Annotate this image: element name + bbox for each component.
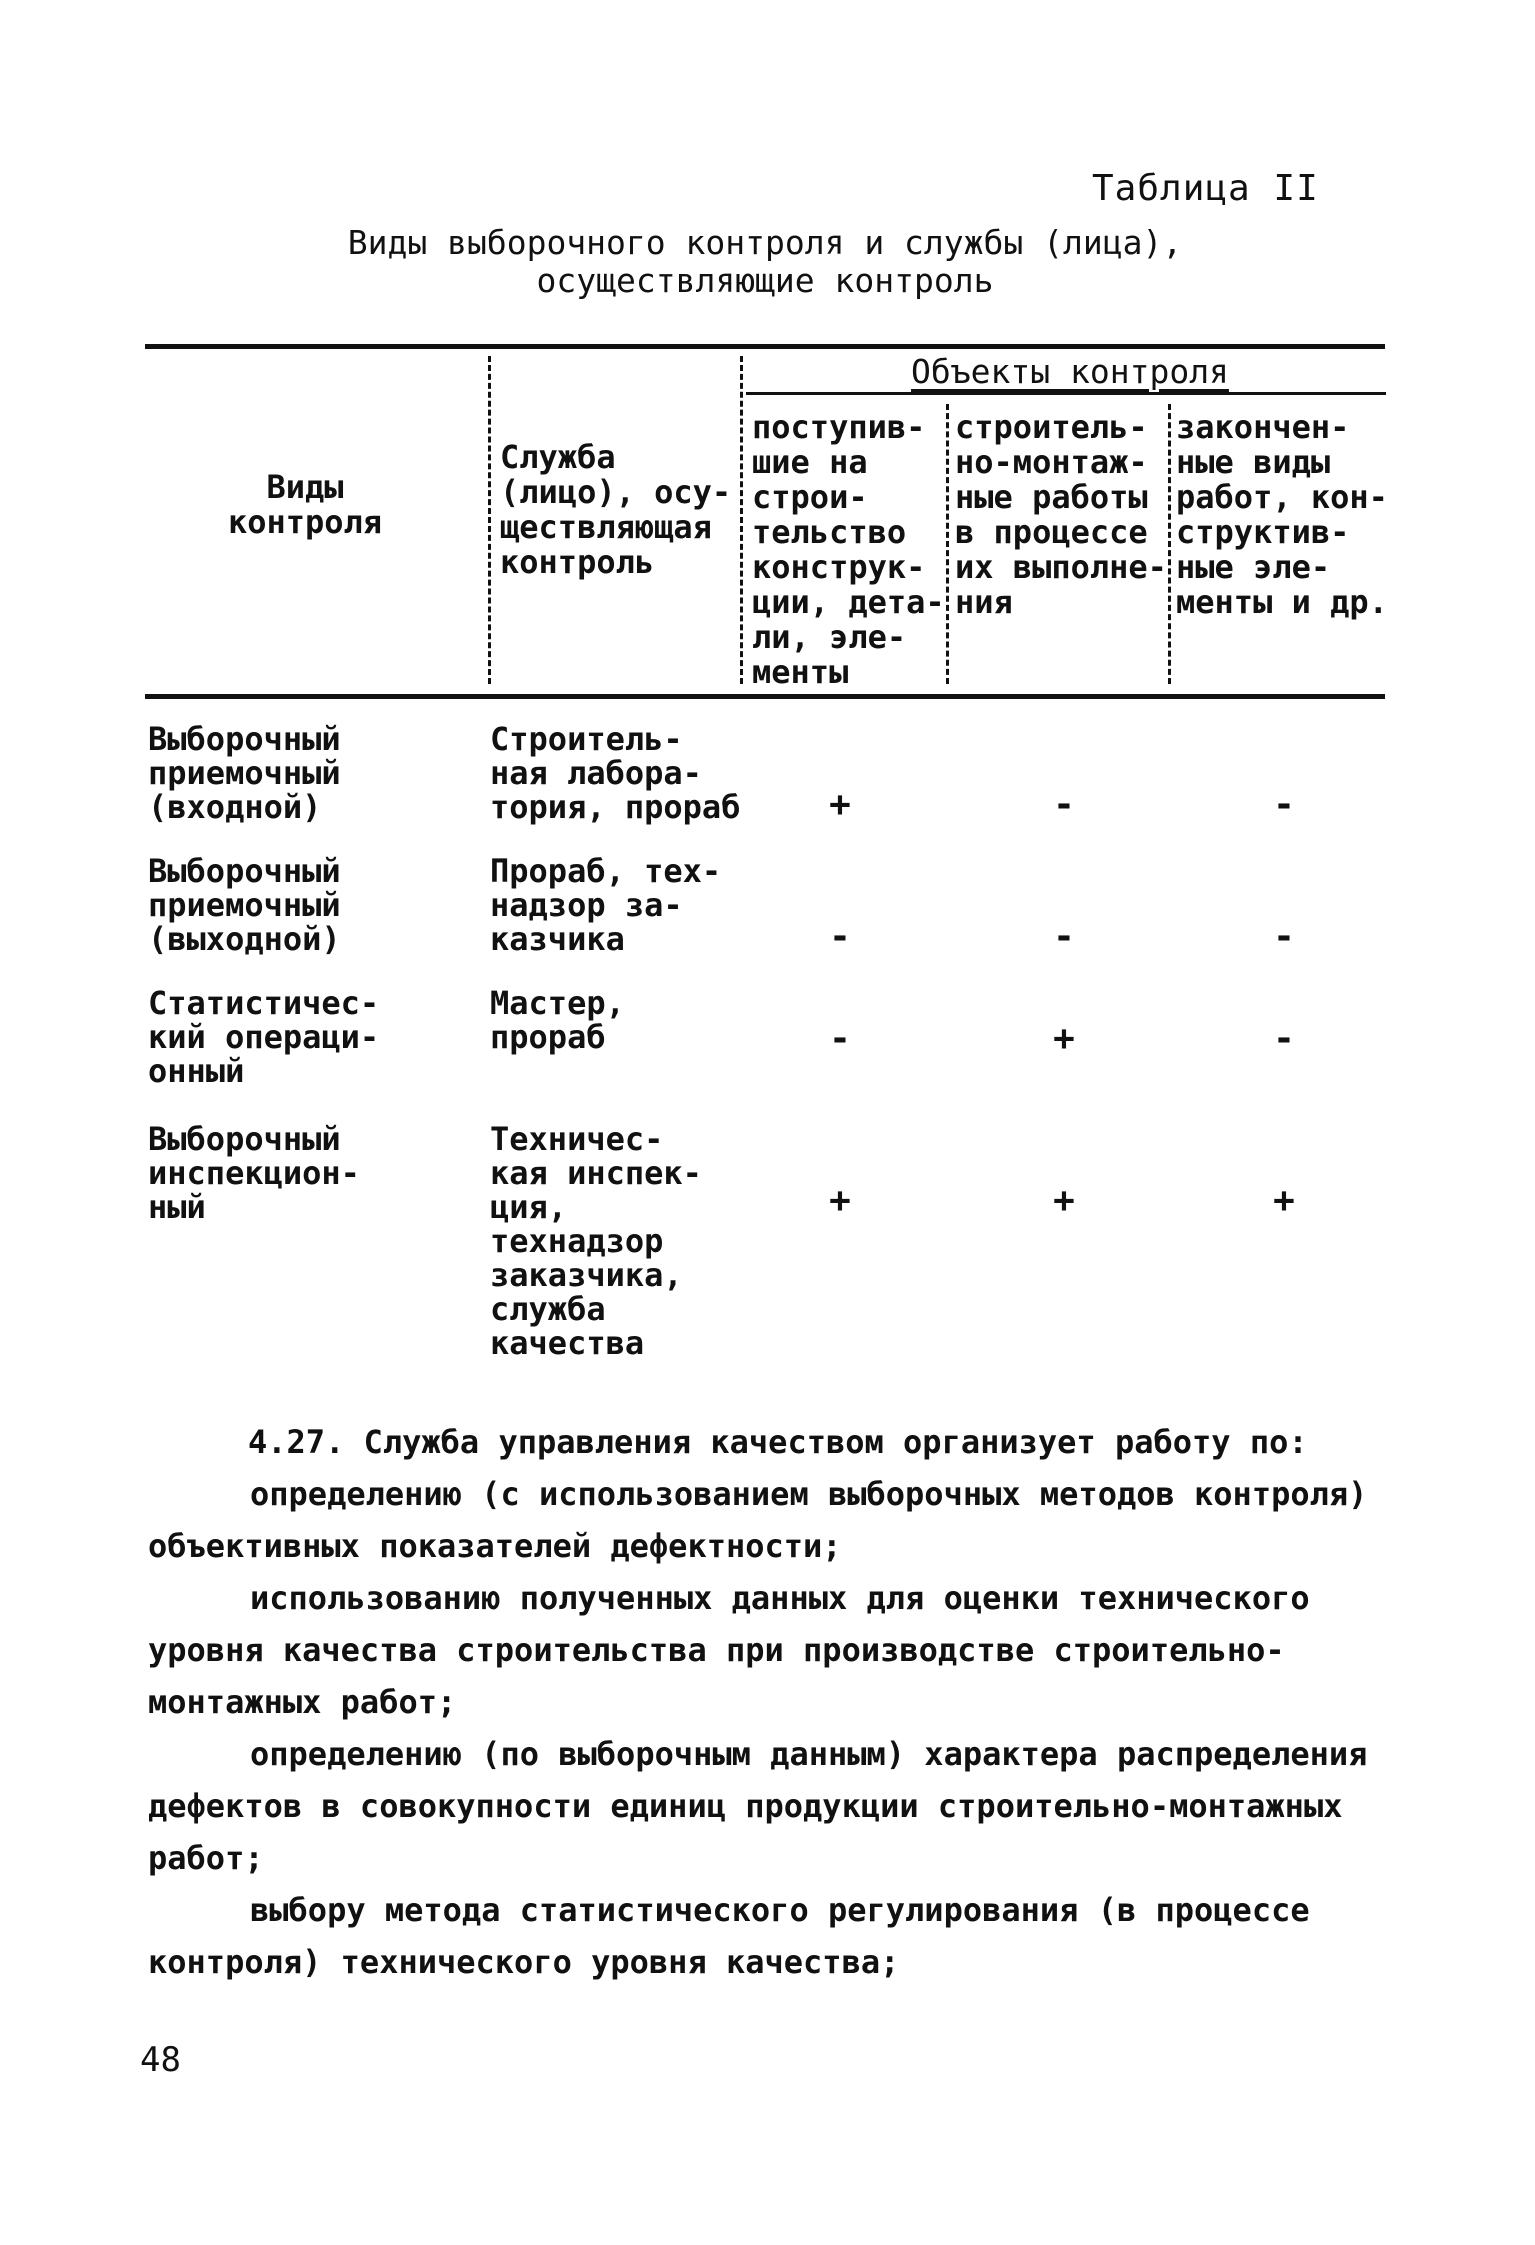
table-top-rule — [145, 344, 1385, 349]
table-row-mark: + — [829, 784, 851, 825]
header-service: Служба (лицо), осу- ществляющая контроль — [500, 438, 732, 581]
table-title: Виды выборочного контроля и службы (лица), осуществляющие контроль — [347, 223, 1183, 300]
header-kind-of-control: Виды контроля — [227, 468, 383, 541]
paragraph: определению (с использованием выборочных методов контроля) объективных показателей дефектности; — [148, 1475, 1368, 1565]
paragraph: 4.27. Служба управления качеством организует работу по: — [248, 1423, 1308, 1461]
header-obj-completed: закончен- ные виды работ, кон- структив- ные эле- менты и др. — [1176, 408, 1388, 621]
header-separator — [488, 356, 491, 684]
table-number: Таблица II — [1092, 168, 1319, 209]
objects-group-rule — [746, 392, 1386, 395]
table-row-service: Техничес- кая инспек- ция, технадзор заказчика, служба качества — [490, 1120, 702, 1362]
table-row-service: Строитель- ная лабора- тория, прораб — [490, 720, 741, 826]
header-obj-incoming: поступив- шие на строи- тельство конструк- ции, дета- ли, эле- менты — [752, 408, 945, 691]
table-row-kind: Выборочный инспекцион- ный — [148, 1120, 360, 1226]
paragraph: использованию полученных данных для оценки технического уровня качества строительства при производстве строительно-монтажных работ; — [148, 1579, 1310, 1721]
table-row-mark: - — [1273, 916, 1295, 957]
table-row-mark: + — [1053, 1018, 1075, 1059]
header-obj-in-progress: строитель- но-монтаж- ные работы в процессе их выполне- ния — [955, 408, 1167, 621]
table-row-kind: Статистичес- кий операци- онный — [148, 984, 380, 1090]
table-row-kind: Выборочный приемочный (входной) — [148, 720, 341, 826]
table-row-mark: + — [829, 1180, 851, 1221]
header-objects-group: Объекты контроля — [911, 352, 1229, 391]
table-row-mark: + — [1273, 1180, 1295, 1221]
table-row-service: Мастер, прораб — [490, 984, 625, 1056]
table-row-mark: + — [1053, 1180, 1075, 1221]
paragraph: выбору метода статистического регулирования (в процессе контроля) технического уровня качества; — [148, 1891, 1310, 1981]
table-row-service: Прораб, тех- надзор за- казчика — [490, 852, 722, 958]
paragraph: определению (по выборочным данным) характера распределения дефектов в совокупности единиц продукции строительно-монтажных работ; — [148, 1735, 1368, 1877]
table-row-mark: - — [1053, 784, 1075, 825]
page-number: 48 — [140, 2040, 181, 2080]
header-bottom-rule — [145, 694, 1385, 699]
body-text — [148, 1416, 1388, 1988]
table-row-mark: - — [1273, 784, 1295, 825]
table-row-mark: - — [1053, 916, 1075, 957]
table-row-kind: Выборочный приемочный (выходной) — [148, 852, 341, 958]
table-row-mark: - — [1273, 1018, 1295, 1059]
table-row-mark: - — [829, 1018, 851, 1059]
table-row-mark: - — [829, 916, 851, 957]
header-separator — [740, 356, 743, 684]
